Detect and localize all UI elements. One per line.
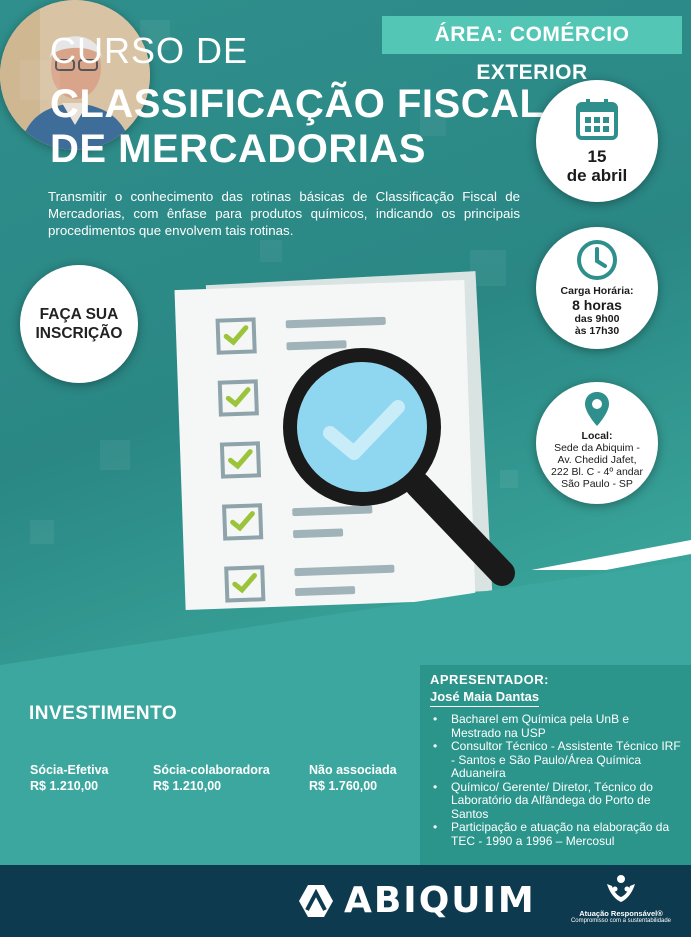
responsible-care-icon [604,870,638,904]
presenter-name: José Maia Dantas [430,689,539,707]
tier-label: Sócia-colaboradora [153,763,270,777]
clock-icon [576,239,618,281]
tier-label: Sócia-Efetiva [30,763,109,777]
checkbox-4 [222,503,263,540]
bio-item: • Participação e atuação na elaboração da TEC - 1990 a 1996 – Mercosul [432,821,682,848]
presenter-label: APRESENTADOR: [430,672,549,687]
course-title-line-1: CLASSIFICAÇÃO FISCAL [50,82,545,126]
price-tier-3 [309,762,397,794]
checkbox-1 [216,317,257,354]
check-icon [228,569,261,598]
check-icon [226,507,259,536]
map-pin-icon [584,391,610,427]
location-line-2: Av. Chedid Jafet, [557,453,637,466]
responsible-care-title: Atuação Responsável® [579,909,663,918]
price-tier-2 [153,762,270,794]
tier-price: R$ 1.760,00 [309,779,378,793]
location-line-4: São Paulo - SP [561,477,633,490]
investment-title: INVESTIMENTO [29,703,178,724]
checkbox-5 [224,565,265,602]
checkbox-2 [218,379,259,416]
date-badge [536,80,658,202]
title-prefix: CURSO DE [50,30,249,71]
location-line-1: Sede da Abiquim - [554,441,640,454]
bio-item: • Consultor Técnico - Assistente Técnico IRF - Santos e São Paulo/Área Química Aduaneira [432,740,682,781]
price-tier-1 [30,762,109,794]
hours-badge [536,227,658,349]
checkbox-3 [220,441,261,478]
responsible-care-logo [560,870,682,924]
hours-to: às 17h30 [574,325,620,337]
check-icon [220,321,253,350]
area-banner: ÁREA: COMÉRCIO EXTERIOR [382,16,682,54]
responsible-care-subtitle: Compromisso com a sustentabilidade [570,918,672,924]
location-badge [536,382,658,504]
magnifier-icon [280,345,520,595]
hours-value: 8 horas [572,297,622,313]
abiquim-logo [298,880,536,921]
hours-from: das 9h00 [574,313,620,325]
check-icon [222,383,255,412]
presenter-bio-list [432,713,682,848]
date-day: 15 [587,147,607,166]
tier-price: R$ 1.210,00 [153,779,222,793]
check-icon [224,445,257,474]
signup-line-1: FAÇA SUA [39,306,119,323]
bio-item: • Bacharel em Química pela UnB e Mestrado na USP [432,713,682,740]
tier-label: Não associada [309,763,397,777]
bio-item: • Químico/ Gerente/ Diretor, Técnico do Laboratório da Alfândega do Porto de Santos [432,781,682,822]
date-month: de abril [566,166,628,185]
location-label: Local: [581,429,613,442]
hours-label: Carga Horária: [560,285,634,297]
course-description: Transmitir o conhecimento das rotinas básicas de Classificação Fiscal de Mercadorias, com ênfase para produtos químicos, indicando os principais procedimentos que envolvem tais rotinas. [48,189,520,238]
tier-price: R$ 1.210,00 [30,779,99,793]
location-line-3: 222 Bl. C - 4º andar [551,465,643,478]
abiquim-logo-text: ABIQUIM [344,880,536,921]
signup-line-2: INSCRIÇÃO [35,325,123,342]
signup-button[interactable] [20,265,138,383]
abiquim-logo-icon [298,884,334,918]
course-title-line-2: DE MERCADORIAS [50,127,426,171]
calendar-icon [575,97,619,141]
